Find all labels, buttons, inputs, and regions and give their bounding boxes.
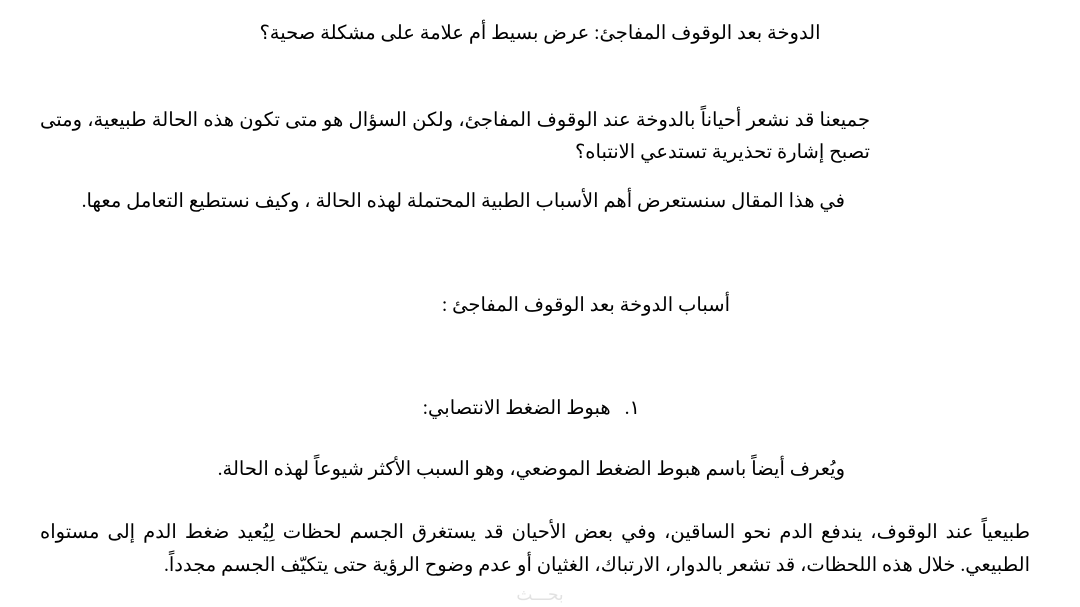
spacer (20, 170, 1060, 186)
intro-paragraph: جميعنا قد نشعر أحياناً بالدوخة عند الوقوف المفاجئ، ولكن السؤال هو متى تكون هذه الحالة طبيعية، ومتى تصبح إشارة تحذيرية تستدعي الانتباه؟ (40, 110, 870, 164)
second-paragraph: في هذا المقال سنستعرض أهم الأسباب الطبية المحتملة لهذه الحالة ، وكيف نستطيع التعامل معها. (81, 190, 845, 212)
watermark-text: بحـــث (516, 585, 564, 604)
list-item (20, 393, 1060, 424)
list-item-number: ١. (624, 397, 640, 419)
spacer (20, 486, 1060, 516)
list-item-detail: طبيعياً عند الوقوف، يندفع الدم نحو الساقين، وفي بعض الأحيان قد يستغرق الجسم لحظات لِيُعيد ضغط الدم إلى مستواه الطبيعي. خلال هذه اللحظات، قد تشعر بالدوار، الارتباك، الغثيان أو عدم وضوح الرؤية حتى يتكيّف الجسم مجدداً. (40, 522, 1030, 577)
spacer (20, 218, 1060, 290)
spacer (20, 424, 1060, 454)
list-item-label: هبوط الضغط الانتصابي: (422, 397, 611, 419)
spacer (20, 49, 1060, 105)
document-title: الدوخة بعد الوقوف المفاجئ: عرض بسيط أم علامة على مشكلة صحية؟ (259, 23, 821, 44)
document-body (0, 18, 1080, 583)
list-item-definition: ويُعرف أيضاً باسم هبوط الضغط الموضعي، وهو السبب الأكثر شيوعاً لهذه الحالة. (217, 459, 845, 481)
section-heading: أسباب الدوخة بعد الوقوف المفاجئ : (441, 294, 730, 316)
spacer (20, 321, 1060, 393)
